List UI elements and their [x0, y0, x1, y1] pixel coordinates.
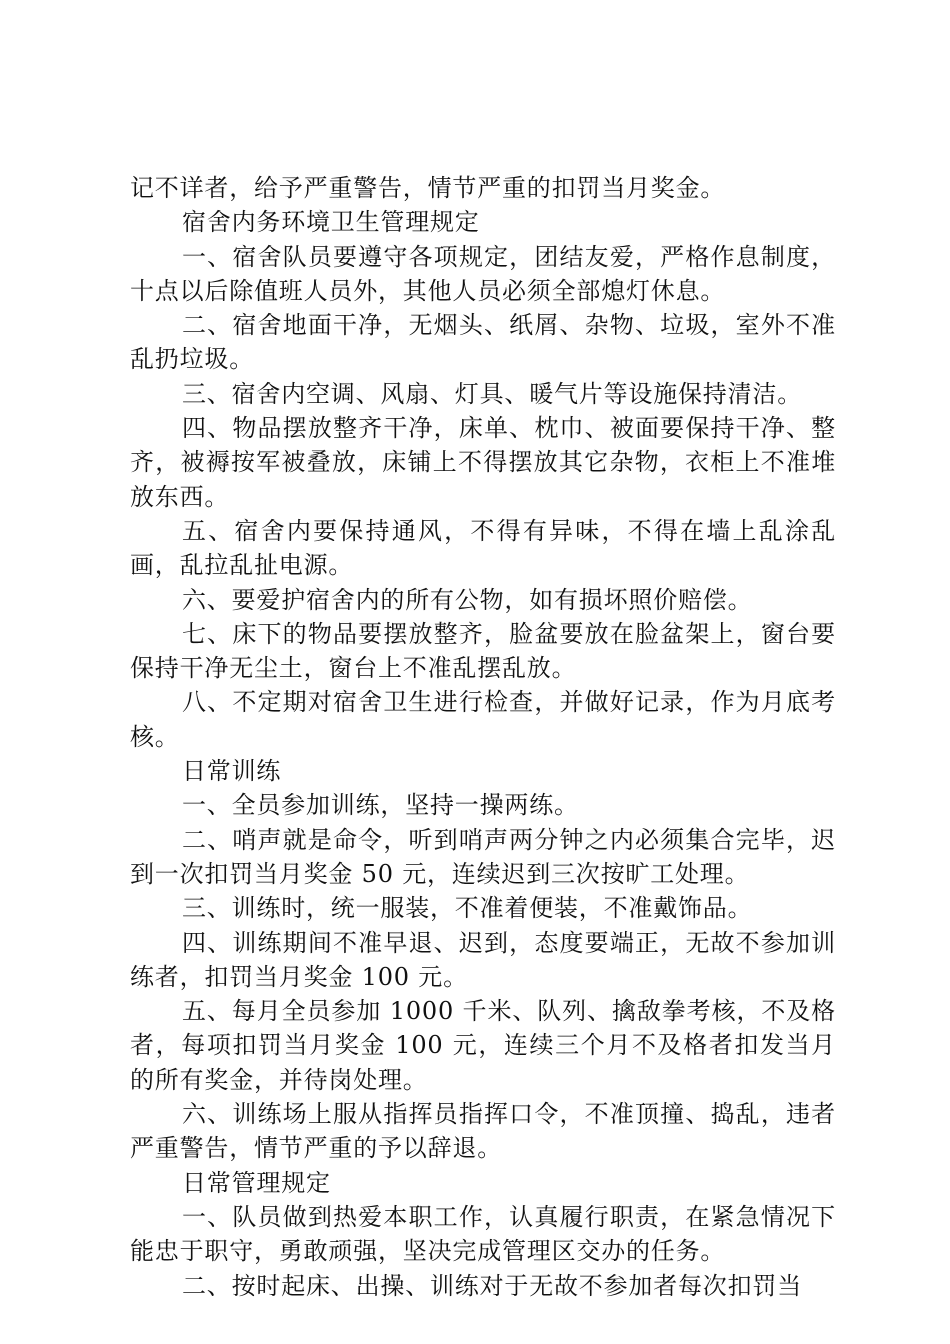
paragraph: 三、宿舍内空调、风扇、灯具、暖气片等设施保持清洁。 — [182, 379, 802, 408]
paragraph: 五、每月全员参加 1000 千米、队列、擒敌拳考核，不及格者，每项扣罚当月奖金 100 元，连续三个月不及格者扣发当月的所有奖金，并待岗处理。 — [130, 997, 836, 1094]
paragraph-continuation: 记不详者，给予严重警告，情节严重的扣罚当月奖金。 — [130, 174, 726, 202]
paragraph: 一、全员参加训练，坚持一操两练。 — [182, 791, 579, 820]
paragraph: 三、训练时，统一服装，不准着便装，不准戴饰品。 — [182, 894, 753, 923]
paragraph: 六、要爱护宿舍内的所有公物，如有损坏照价赔偿。 — [182, 585, 753, 614]
paragraph: 一、宿舍队员要遵守各项规定，团结友爱，严格作息制度，十点以后除值班人员外，其他人员必须全部熄灯休息。 — [130, 242, 836, 305]
document-body — [130, 171, 836, 1303]
paragraph: 六、训练场上服从指挥员指挥口令，不准顶撞、捣乱，违者严重警告，情节严重的予以辞退。 — [130, 1100, 836, 1163]
paragraph: 一、队员做到热爱本职工作，认真履行职责，在紧急情况下能忠于职守，勇敢顽强，坚决完成管理区交办的任务。 — [130, 1202, 836, 1266]
paragraph: 二、按时起床、出操、训练对于无故不参加者每次扣罚当 — [182, 1271, 802, 1300]
paragraph: 四、物品摆放整齐干净，床单、枕巾、被面要保持干净、整齐，被褥按军被叠放，床铺上不得摆放其它杂物，衣柜上不准堆放东西。 — [130, 414, 836, 511]
paragraph: 七、床下的物品要摆放整齐，脸盆要放在脸盆架上，窗台要保持干净无尘土，窗台上不准乱摆乱放。 — [130, 619, 836, 683]
paragraph: 二、哨声就是命令，听到哨声两分钟之内必须集合完毕，迟到一次扣罚当月奖金 50 元，连续迟到三次按旷工处理。 — [130, 825, 836, 888]
section-heading-training: 日常训练 — [182, 757, 282, 786]
section-heading-dormitory: 宿舍内务环境卫生管理规定 — [182, 208, 480, 237]
paragraph: 二、宿舍地面干净，无烟头、纸屑、杂物、垃圾，室外不准乱扔垃圾。 — [130, 311, 836, 374]
paragraph: 五、宿舍内要保持通风，不得有异味，不得在墙上乱涂乱画，乱拉乱扯电源。 — [130, 516, 836, 580]
paragraph: 四、训练期间不准早退、迟到，态度要端正，无故不参加训练者，扣罚当月奖金 100 元。 — [130, 928, 836, 991]
section-heading-management: 日常管理规定 — [182, 1168, 331, 1197]
paragraph: 八、不定期对宿舍卫生进行检查，并做好记录，作为月底考核。 — [130, 688, 836, 751]
